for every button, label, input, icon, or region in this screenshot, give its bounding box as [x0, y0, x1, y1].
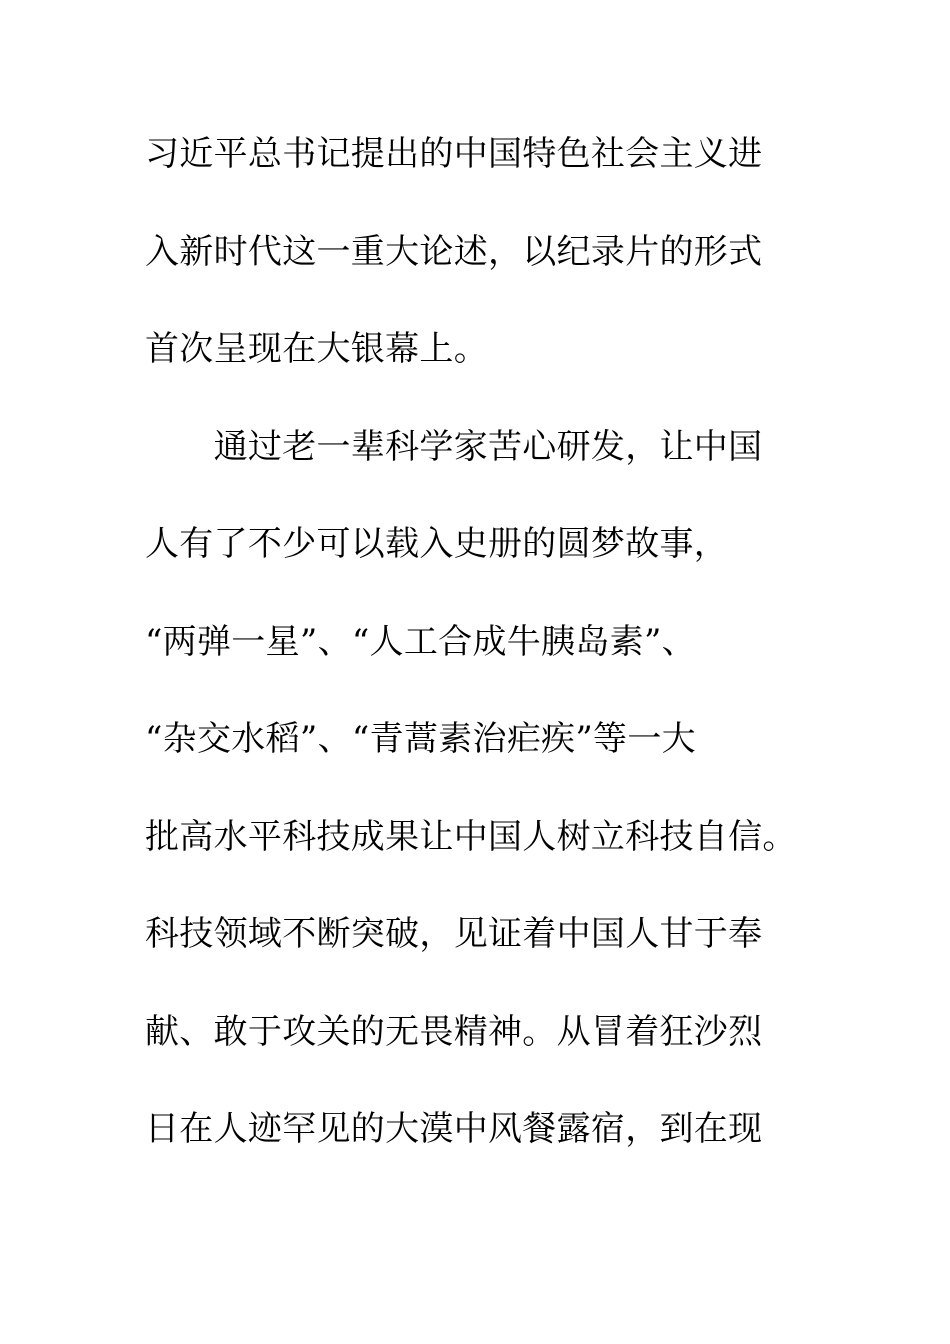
text-line: 首次呈现在大银幕上。 [145, 329, 488, 369]
text-line: “杂交水稻”、“青蒿素治疟疾”等一大 [145, 719, 696, 759]
text-line: 日在人迹罕见的大漠中风餐露宿，到在现 [145, 1109, 763, 1149]
text-line: 科技领域不断突破，见证着中国人甘于奉 [145, 914, 763, 954]
text-line: 献、敢于攻关的无畏精神。从冒着狂沙烈 [145, 1011, 763, 1052]
text-line: 习近平总书记提出的中国特色社会主义进 [145, 134, 763, 174]
text-line: 入新时代这一重大论述，以纪录片的形式 [145, 231, 763, 272]
text-line: “两弹一星”、“人工合成牛胰岛素”、 [145, 621, 696, 662]
text-line: 人有了不少可以载入史册的圆梦故事， [145, 524, 729, 564]
body-text [145, 122, 825, 1195]
paragraph-start-line: 通过老一辈科学家苦心研发，让中国 [145, 426, 763, 467]
text-line: 批高水平科技成果让中国人树立科技自信。 [145, 816, 797, 857]
